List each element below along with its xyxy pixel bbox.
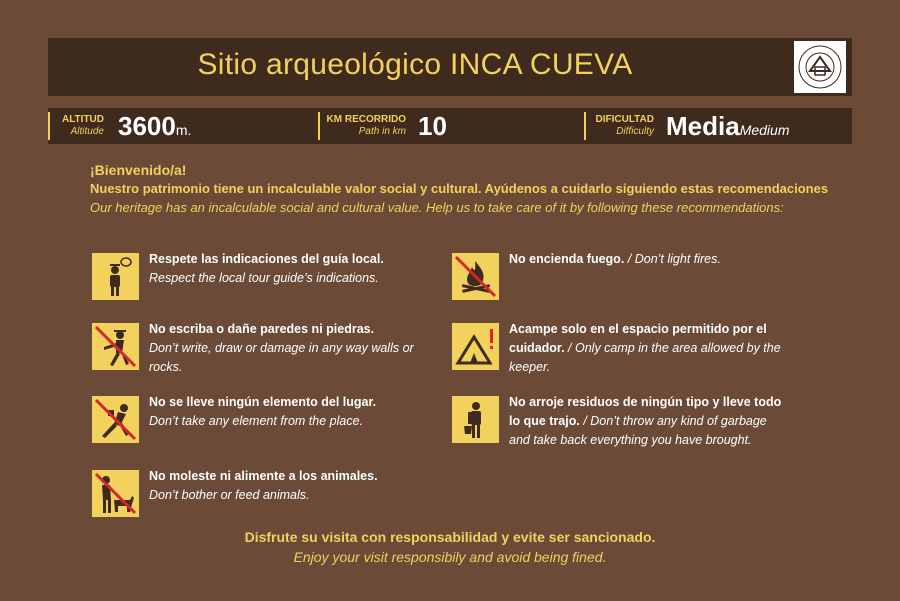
tour-guide-icon [92,253,139,300]
rule-item [92,323,432,377]
stat-label-en: Difficulty [616,126,654,137]
no-taking-items-icon [92,396,139,443]
rule-item [92,253,422,300]
rule-text-es: No arroje residuos de ningún tipo y lleve todo lo que trajo. [509,395,782,428]
rule-text [509,320,781,377]
welcome-text-es: Nuestro patrimonio tiene un incalculable valor social y cultural. Ayúdenos a cuidarlo siguiendo estas recomendaciones [90,181,829,196]
stats-bar [48,108,852,144]
rule-text [509,393,784,450]
stat-altitude [48,108,308,144]
rule-text [509,250,721,269]
title-bar [48,38,852,96]
stat-value [666,110,789,146]
rule-text-es: Respete las indicaciones del guía local. [149,252,384,266]
page-title [48,48,782,82]
path-value: 10 [418,111,447,141]
no-fire-icon [452,253,499,300]
rule-text-en: / Don’t throw any kind of garbage and take back everything you have brought. [509,414,767,447]
rule-text-en: Respect the local tour guide’s indications. [149,271,379,285]
stat-label [54,114,104,138]
stat-divider [318,112,320,140]
footer [0,527,900,567]
stat-path [318,108,578,144]
stat-difficulty [584,108,852,144]
no-graffiti-icon [92,323,139,370]
carry-garbage-icon [452,396,499,443]
no-feeding-animals-icon [92,470,139,517]
stat-label-en: Path in km [358,126,406,137]
rule-text-en: / Don’t light fires. [624,252,721,266]
welcome-greeting: ¡Bienvenido/a! [90,162,187,178]
difficulty-value: Media [666,111,740,141]
world-heritage-seal-icon [794,41,846,93]
rule-text [149,250,384,288]
altitude-value: 3600 [118,111,176,141]
rule-text-es: Acampe solo en el espacio permitido por el cuidador. [509,322,767,355]
stat-label-en: Altitude [70,126,104,137]
title-prefix: Sitio arqueológico [197,48,442,81]
footer-text-es: Disfrute su visita con responsabilidad y evite ser sancionado. [244,529,656,545]
rule-text-en: Don’t write, draw or damage in any way walls or rocks. [149,341,414,374]
rule-text-es: No encienda fuego. [509,252,625,266]
stat-divider [48,112,50,140]
rule-item [452,323,792,377]
rule-text-en: / Only camp in the area allowed by the keeper. [509,341,781,374]
rule-text-en: Don’t bother or feed animals. [149,488,310,502]
rule-item [452,396,792,450]
stat-label-es: ALTITUD [61,114,104,125]
rule-text-es: No moleste ni alimente a los animales. [149,469,378,483]
title-name: INCA CUEVA [450,48,633,81]
rule-text [149,467,378,505]
footer-text-en: Enjoy your visit responsibily and avoid being fined. [293,549,607,565]
welcome-text-en: Our heritage has an incalculable social and cultural value. Help us to take care of it by following these recommendations: [90,200,784,215]
rule-item [452,253,792,300]
rule-item [92,396,432,443]
camping-icon [452,323,499,370]
difficulty-value-en: Medium [739,122,790,138]
stat-label-es: KM RECORRIDO [326,114,406,125]
stat-label [590,114,654,138]
rule-text-es: No se lleve ningún elemento del lugar. [149,395,377,409]
rule-text-es: No escriba o dañe paredes ni piedras. [149,322,375,336]
welcome-section [90,162,850,217]
rule-text-en: Don’t take any element from the place. [149,414,364,428]
stat-divider [584,112,586,140]
rule-text [149,320,424,377]
rule-text [149,393,376,431]
stat-value [118,110,191,146]
altitude-unit: m. [175,122,192,138]
stat-label [324,114,406,138]
stat-label-es: DIFICULTAD [595,114,654,125]
rule-item [92,470,432,517]
